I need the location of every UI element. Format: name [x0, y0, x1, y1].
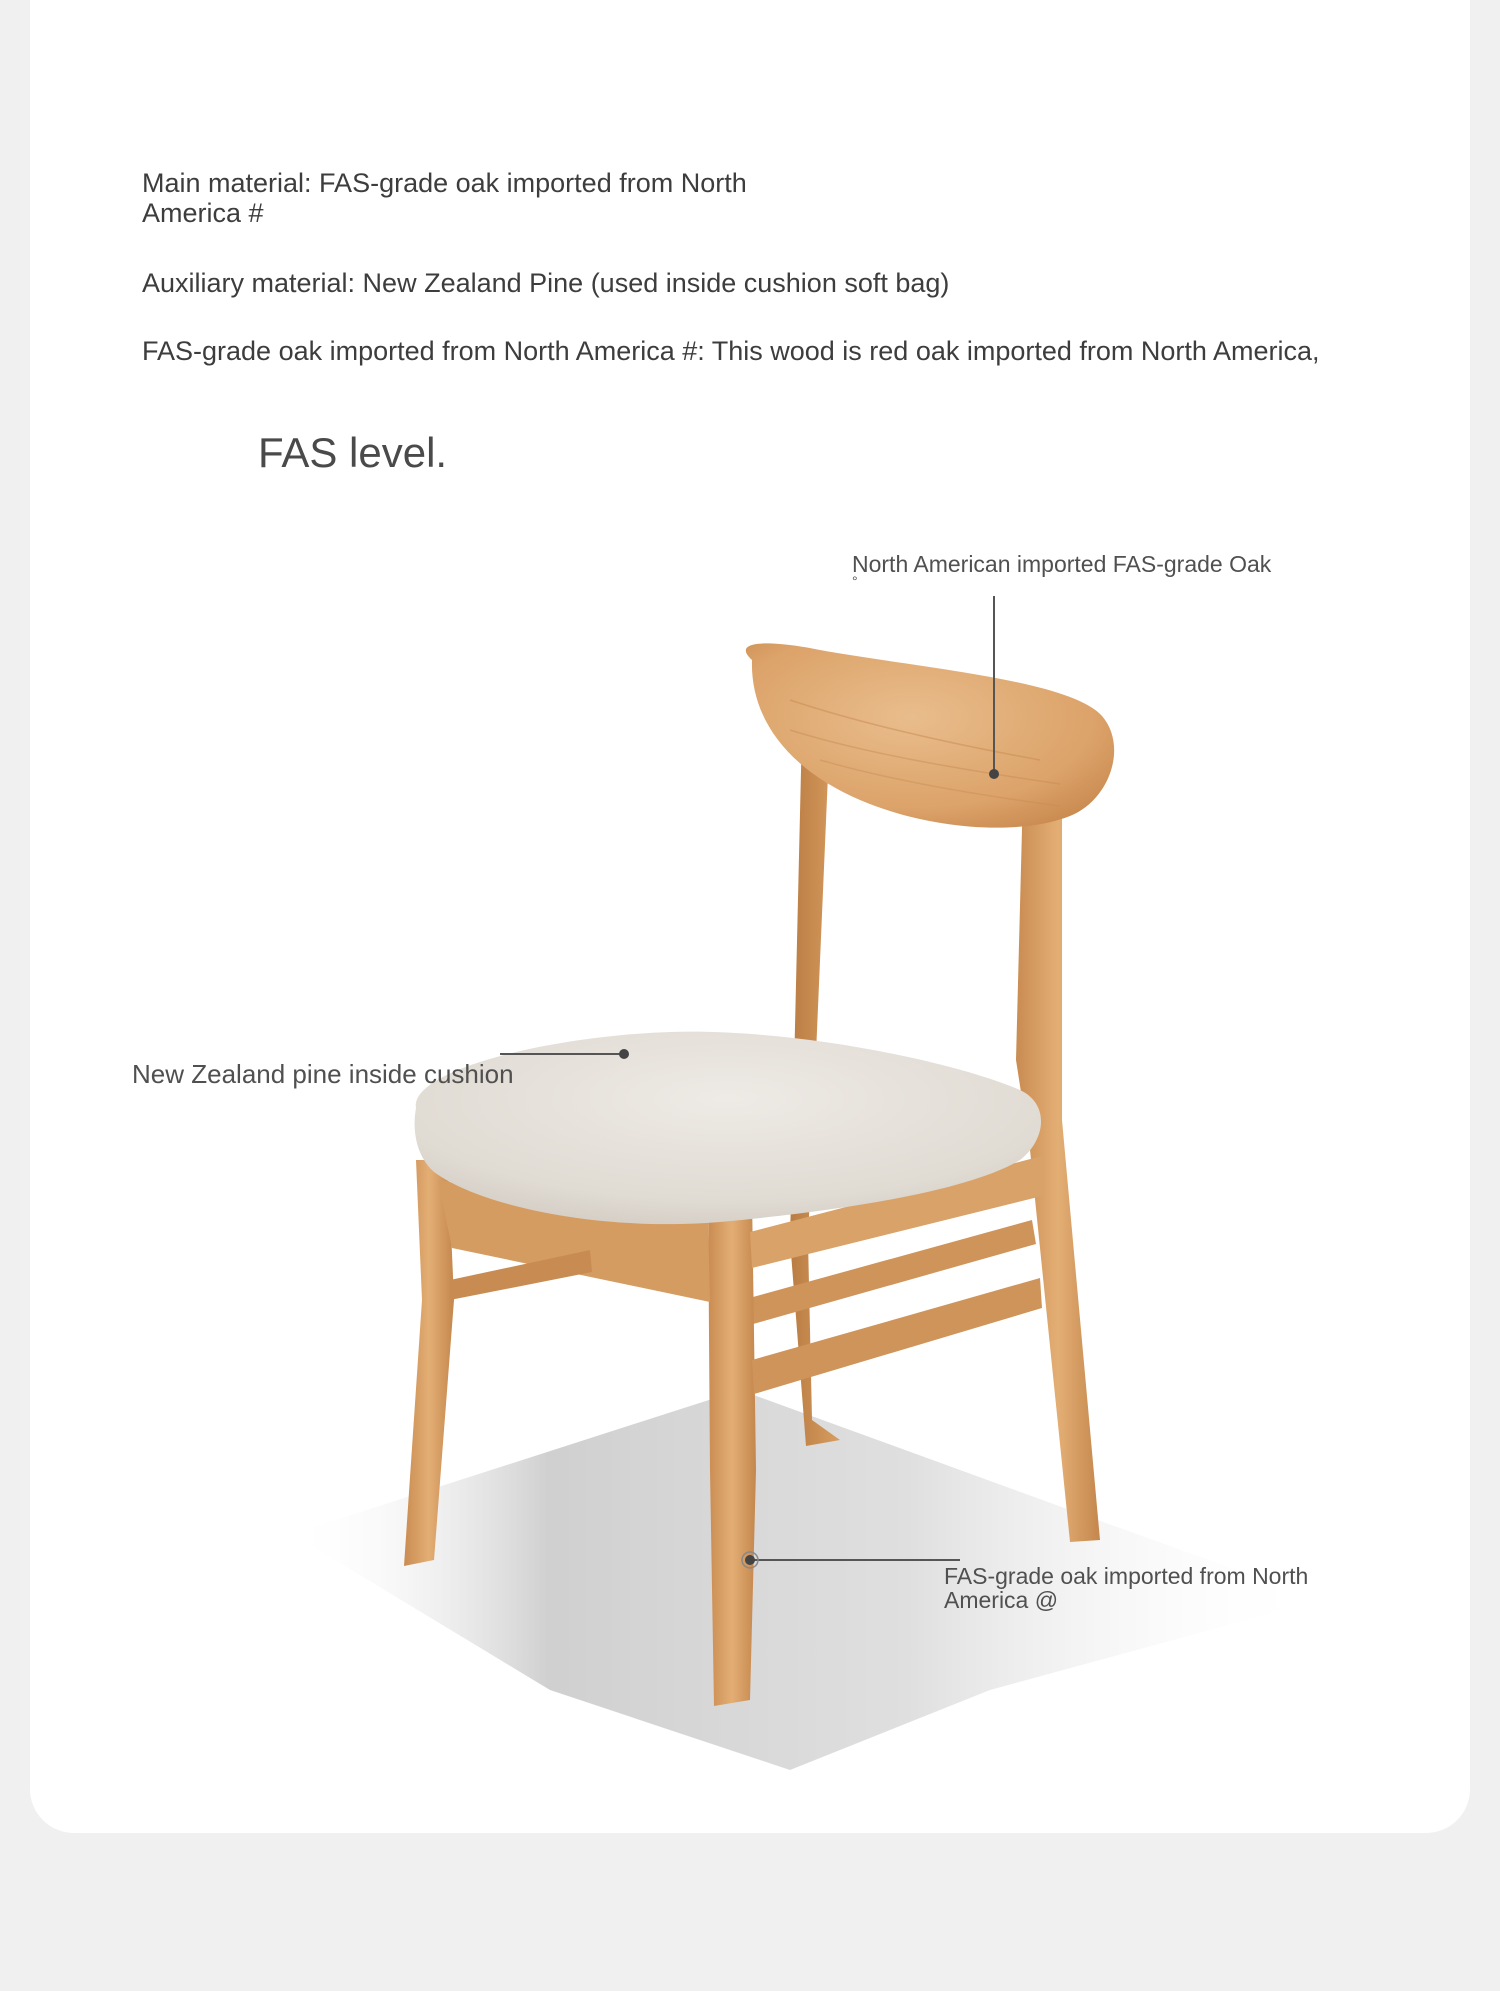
backrest-callout-label: North American imported FAS-grade Oak — [852, 551, 1272, 577]
auxiliary-material-text: Auxiliary material: New Zealand Pine (used inside cushion soft bag) — [142, 268, 950, 298]
cushion-leader-dot — [619, 1049, 629, 1059]
product-detail-card — [30, 0, 1470, 1833]
wood-description-text: FAS-grade oak imported from North America #: This wood is red oak imported from North America, — [142, 336, 1320, 366]
leg-callout: FAS-grade oak imported from North America @ — [944, 1563, 1309, 1613]
backrest-leader-dot — [989, 769, 999, 779]
main-material-text: Main material: FAS-grade oak imported from North America # — [142, 168, 747, 228]
chair-illustration — [30, 0, 1470, 1833]
leg-leader-dot — [745, 1555, 755, 1565]
cushion-callout: New Zealand pine inside cushion — [132, 1059, 514, 1089]
backrest-callout — [852, 551, 1372, 589]
front-right-leg — [708, 1196, 756, 1706]
fas-level-heading: FAS level. — [258, 429, 448, 476]
backrest-callout-mark: ° — [852, 573, 858, 589]
